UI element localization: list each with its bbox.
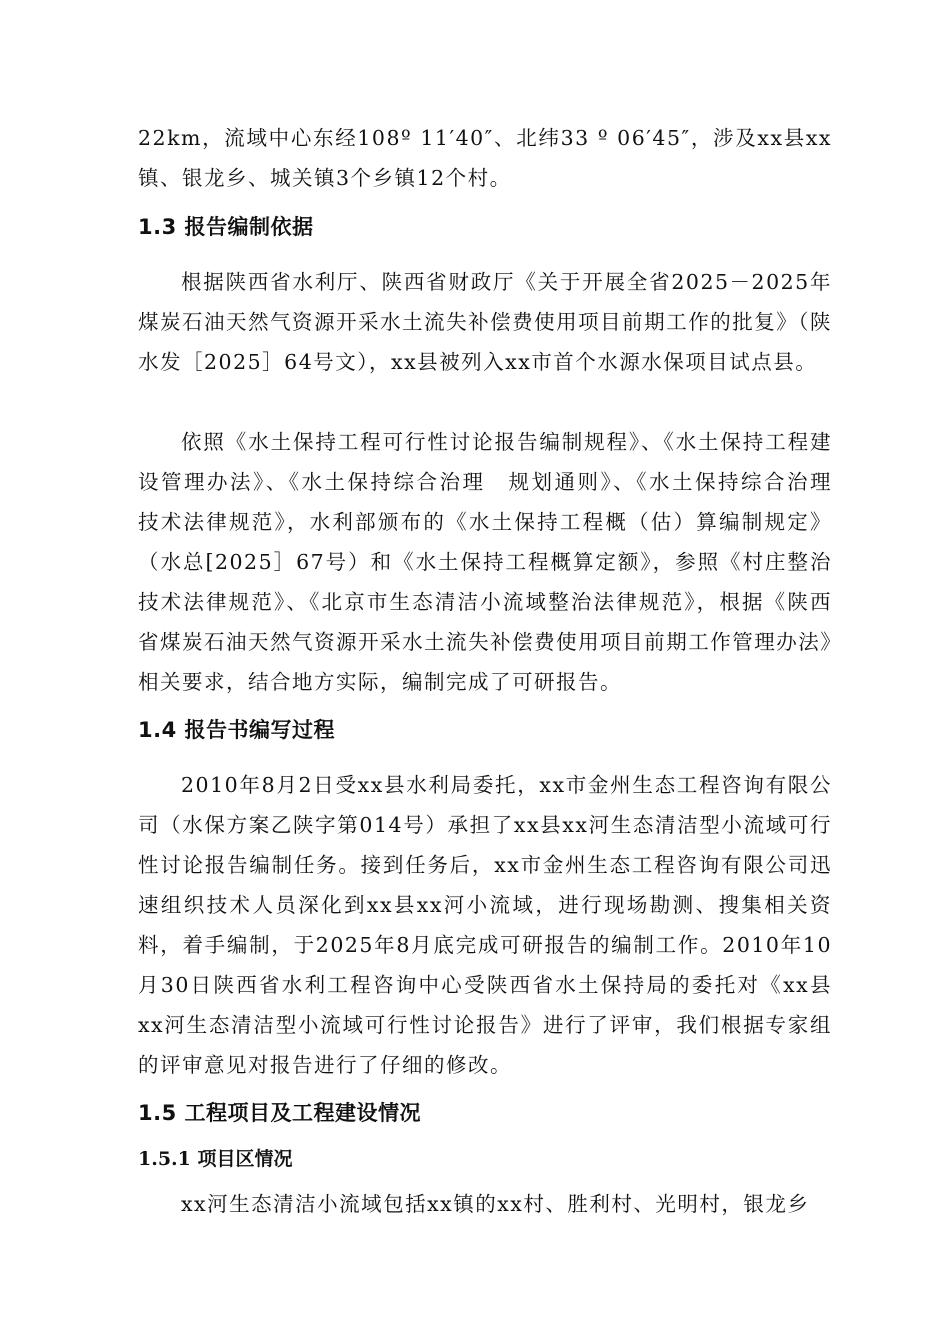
section-heading-1-4: 1.4 报告书编写过程 [138, 718, 336, 742]
section-1-5-1-paragraph: xx河生态清洁小流域包括xx镇的xx村、胜利村、光明村，银龙乡 [181, 1192, 810, 1216]
subsection-heading-1-5-1: 1.5.1 项目区情况 [138, 1148, 293, 1170]
section-1-3-paragraph-1: 根据陕西省水利厅、陕西省财政厅《关于开展全省2025－2025年煤炭石油天然气资源开采水土流失补偿费使用项目前期工作的批复》（陕水发［2025］64号文），xx县被列入xx市首个水源水保项目试点县。 [138, 270, 832, 374]
intro-paragraph: 22km，流域中心东经108º 11′40″、北纬33 º 06′45″，涉及xx县xx镇、银龙乡、城关镇3个乡镇12个村。 [138, 126, 832, 190]
section-heading-1-5: 1.5 工程项目及工程建设情况 [138, 1101, 422, 1125]
section-1-4-paragraph: 2010年8月2日受xx县水利局委托，xx市金州生态工程咨询有限公司（水保方案乙陕字第014号）承担了xx县xx河生态清洁型小流域可行性讨论报告编制任务。接到任务后，xx市金州生态工程咨询有限公司迅速组织技术人员深化到xx县xx河小流域，进行现场勘测、搜集相关资料，着手编制，于2025年8月底完成可研报告的编制工作。2010年10月30日陕西省水利工程咨询中心受陕西省水土保持局的委托对《xx县xx河生态清洁型小流域可行性讨论报告》进行了评审，我们根据专家组的评审意见对报告进行了仔细的修改。 [138, 773, 832, 1077]
section-heading-1-3: 1.3 报告编制依据 [138, 215, 314, 239]
section-1-3-paragraph-2: 依照《水土保持工程可行性讨论报告编制规程》、《水土保持工程建设管理办法》、《水土保持综合治理 规划通则》、《水土保持综合治理 技术法律规范》，水利部颁布的《水土保持工程概（估）算编制规定》（水总[2025］67号）和《水土保持工程概算定额》，参照《村庄整治技术法律规范》、《北京市生态清洁小流域整治法律规范》，根据《陕西省煤炭石油天然气资源开采水土流失补偿费使用项目前期工作管理办法》相关要求，结合地方实际，编制完成了可研报告。 [138, 430, 854, 694]
